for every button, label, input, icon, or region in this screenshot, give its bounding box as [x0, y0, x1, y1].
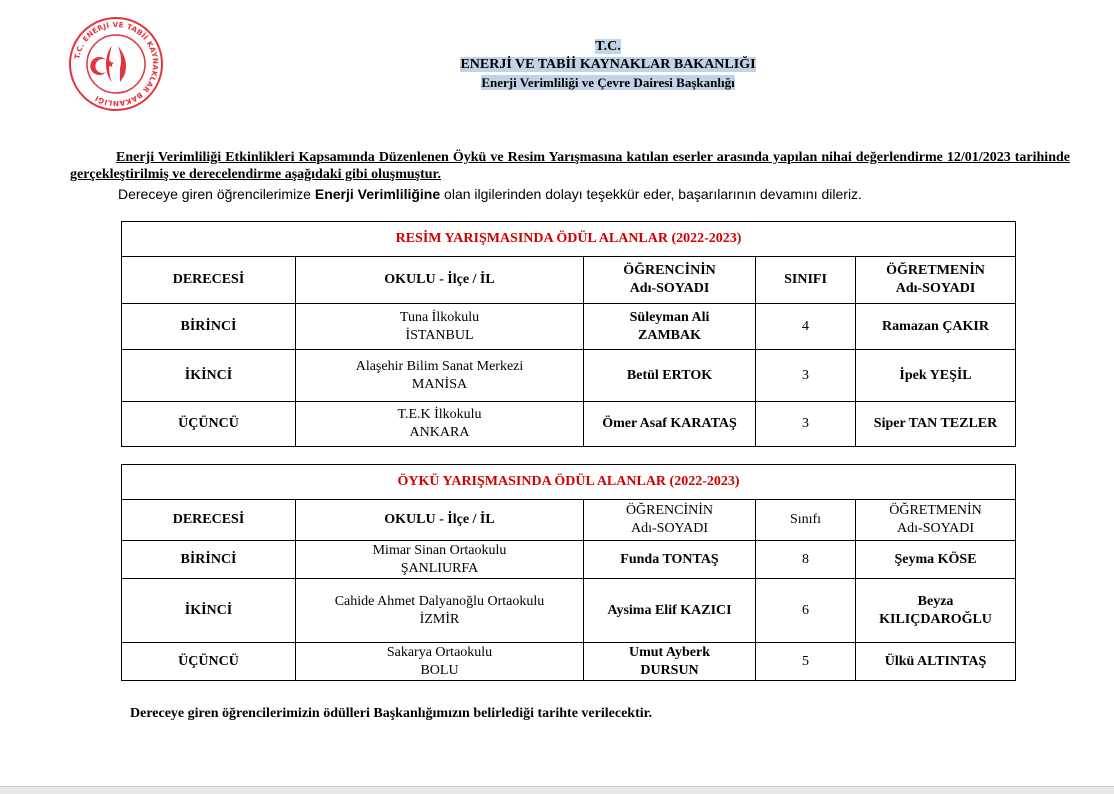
resim-header-student: ÖĞRENCİNİN Adı-SOYADI [584, 257, 756, 304]
header-tc-text: T.C. [595, 39, 621, 54]
table-row [122, 541, 1016, 579]
oyku-awards-table [121, 464, 1016, 681]
thanks-bold: Enerji Verimliliğine [314, 186, 441, 202]
grade-cell: 5 [756, 643, 856, 681]
oyku-header-student: ÖĞRENCİNİN Adı-SOYADI [584, 500, 756, 541]
teacher-cell: Şeyma KÖSE [856, 541, 1016, 579]
resim-table-title: RESİM YARIŞMASINDA ÖDÜL ALANLAR (2022-2023) [122, 222, 1016, 257]
student-cell: Umut Ayberk DURSUN [584, 643, 756, 681]
grade-cell: 6 [756, 579, 856, 643]
table-row [122, 350, 1016, 402]
rank-cell: İKİNCİ [122, 579, 296, 643]
student-cell: Süleyman Ali ZAMBAK [584, 304, 756, 350]
header-line-tc [300, 38, 916, 55]
svg-text:T.C. ENERJİ VE TABİİ KAYNAKLAR: T.C. ENERJİ VE TABİİ KAYNAKLAR BAKANLIĞI [72, 19, 161, 109]
rank-cell: BİRİNCİ [122, 304, 296, 350]
thanks-after: olan ilgilerinden dolayı teşekkür eder, başarılarının devamını dileriz. [440, 186, 862, 202]
oyku-table-title: ÖYKÜ YARIŞMASINDA ÖDÜL ALANLAR (2022-2023) [122, 465, 1016, 500]
grade-cell: 3 [756, 402, 856, 447]
resim-header-rank: DERECESİ [122, 257, 296, 304]
header-department-text: Enerji Verimliliği ve Çevre Dairesi Başkanlığı [481, 75, 735, 90]
resim-header-grade: SINIFI [756, 257, 856, 304]
rank-cell: İKİNCİ [122, 350, 296, 402]
teacher-cell: Beyza KILIÇDAROĞLU [856, 579, 1016, 643]
grade-cell: 3 [756, 350, 856, 402]
school-cell: Cahide Ahmet Dalyanoğlu Ortaokulu İZMİR [296, 579, 584, 643]
resim-header-school: OKULU - İlçe / İL [296, 257, 584, 304]
rank-cell: ÜÇÜNCÜ [122, 402, 296, 447]
oyku-header-teacher: ÖĞRETMENİN Adı-SOYADI [856, 500, 1016, 541]
school-cell: Alaşehir Bilim Sanat Merkezi MANİSA [296, 350, 584, 402]
school-cell: Sakarya Ortaokulu BOLU [296, 643, 584, 681]
thanks-before: Dereceye giren öğrencilerimize [118, 186, 315, 202]
rank-cell: ÜÇÜNCÜ [122, 643, 296, 681]
thanks-paragraph [118, 186, 862, 203]
resim-header-teacher: ÖĞRETMENİN Adı-SOYADI [856, 257, 1016, 304]
table-row [122, 643, 1016, 681]
teacher-cell: Siper TAN TEZLER [856, 402, 1016, 447]
grade-cell: 8 [756, 541, 856, 579]
ministry-seal-logo [68, 16, 164, 112]
intro-text: Enerji Verimliliği Etkinlikleri Kapsamında Düzenlenen Öykü ve Resim Yarışmasına katılan eserler arasında yapılan nihai değerlendirme 12/01/2023 tarihinde gerçekleştirilmiş ve derecelendirme aşağıdaki gibi oluşmuştur. [70, 150, 1070, 182]
oyku-header-school: OKULU - İlçe / İL [296, 500, 584, 541]
footer-note: Dereceye giren öğrencilerimizin ödülleri Başkanlığımızın belirlediği tarihte verilecektir. [130, 706, 653, 721]
school-cell: Mimar Sinan Ortaokulu ŞANLIURFA [296, 541, 584, 579]
student-cell: Betül ERTOK [584, 350, 756, 402]
header-line-department [300, 74, 916, 91]
header-line-ministry [300, 56, 916, 73]
school-cell: T.E.K İlkokulu ANKARA [296, 402, 584, 447]
header-ministry-text: ENERJİ VE TABİİ KAYNAKLAR BAKANLIĞI [460, 57, 756, 72]
student-cell: Aysima Elif KAZICI [584, 579, 756, 643]
teacher-cell: Ramazan ÇAKIR [856, 304, 1016, 350]
oyku-header-rank: DERECESİ [122, 500, 296, 541]
table-row [122, 304, 1016, 350]
student-cell: Ömer Asaf KARATAŞ [584, 402, 756, 447]
school-cell: Tuna İlkokulu İSTANBUL [296, 304, 584, 350]
teacher-cell: Ülkü ALTINTAŞ [856, 643, 1016, 681]
table-row [122, 579, 1016, 643]
intro-paragraph [70, 149, 1070, 183]
grade-cell: 4 [756, 304, 856, 350]
resim-awards-table [121, 221, 1016, 447]
rank-cell: BİRİNCİ [122, 541, 296, 579]
oyku-header-grade: Sınıfı [756, 500, 856, 541]
student-cell: Funda TONTAŞ [584, 541, 756, 579]
teacher-cell: İpek YEŞİL [856, 350, 1016, 402]
table-row [122, 402, 1016, 447]
